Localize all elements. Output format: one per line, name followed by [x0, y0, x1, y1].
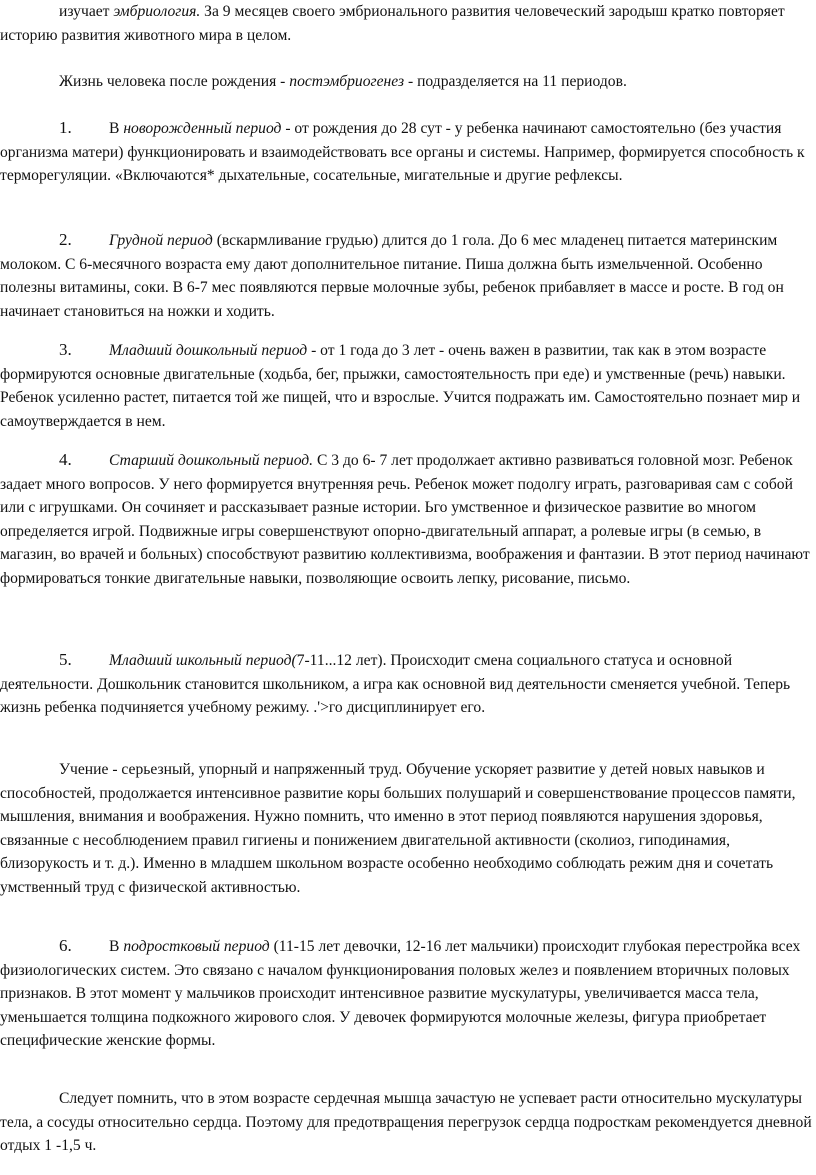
term-embryology: эмбриология.: [113, 3, 201, 20]
closing-paragraph: Следует помнить, что в этом возрасте сердечная мышца зачастую не успевает расти относительно мускулатуры тела, а сосуды относительно сердца. Поэтому для предотвращения перегрузок сердца подросткам рекомендуется дневной отдых 1 -1,5 ч.: [0, 1090, 812, 1154]
period-1-paragraph: 1. В новорожденный период - от рождения до 28 сут - у ребенка начинают самостоятельно (без участия организма матери) функционировать и взаимодействовать все органы и системы. Например, формируется способность к терморегуляции. «Включаются* дыхательные, сосательные, мигательные и другие рефлексы.: [0, 118, 805, 184]
period-3-paragraph: 3. Младший дошкольный период - от 1 года до 3 лет - очень важен в развитии, так как в этом возрасте формируются основные двигательные (ходьба, бег, прыжки, самостоятельность при еде) и умственные (речь) навыки. Ребенок усиленно растет, питается той же пищей, что и взрослые. Учится подражать им. Самостоятельно познает мир и самоутверждается в нем.: [0, 340, 801, 430]
term-postembryogenesis: постэмбриогенез: [289, 73, 405, 90]
period-4-paragraph: 4. Старший дошкольный период. С 3 до 6- 7 лет продолжает активно развиваться головной мозг. Ребенок задает много вопросов. У него формируется внутренняя речь. Ребенок может подолгу играть, разговаривая сам с собой или с игрушками. Он сочиняет и рассказывает разные истории. Ьго умственное и физическое развитие во многом определяется игрой. Подвижные игры совершенствуют опорно-двигательный аппарат, а ролевые игры (в семью, в магазин, во врачей и больных) способствуют развитию коллективизма, воображения и фантазии. В этот период начинают формироваться тонкие двигательные навыки, позволяющие освоить лепку, рисование, письмо.: [0, 450, 810, 587]
period-title: подростковый период: [123, 938, 270, 955]
period-number: 1.: [59, 118, 72, 137]
period-title: новорожденный период: [123, 120, 282, 137]
period-title: Младший дошкольный период: [109, 342, 308, 359]
period-number: 5.: [59, 650, 72, 669]
period-title: Грудной период: [109, 232, 213, 249]
study-paragraph: Учение - серьезный, упорный и напряженный труд. Обучение ускоряет развитие у детей новых навыков и способностей, продолжается интенсивное развитие коры больших полушарий и совершенствование процессов памяти, мышления, внимания и воображения. Нужно помнить, что именно в этот период появляются нарушения здоровья, связанные с несоблюдением правил гигиены и понижением двигательной активности (сколиоз, гиподинамия, близорукость и т. д.). Именно в младшем школьном возрасте особенно необходимо соблюдать режим дня и сочетать умственный труд с физической активностью.: [0, 761, 796, 896]
period-title: Младший школьный период(: [109, 652, 297, 669]
period-number: 6.: [59, 936, 72, 955]
period-number: 4.: [59, 450, 72, 469]
postembryogenesis-paragraph: Жизнь человека после рождения - постэмбриогенез - подразделяется на 11 периодов.: [59, 73, 627, 90]
period-6-paragraph: 6. В подростковый период (11-15 лет девочки, 12-16 лет мальчики) происходит глубокая перестройка всех физиологических систем. Это связано с началом функционирования половых желез и появлением вторичных половых признаков. В этот момент у мальчиков происходит интенсивное развитие мускулатуры, увеличивается масса тела, уменьшается толщина подкожного жирового слоя. У девочек формируются молочные железы, фигура приобретает специфические женские формы.: [0, 936, 801, 1049]
period-2-paragraph: 2. Грудной период (вскармливание грудью) длится до 1 гола. До 6 мес младенец питается материнским молоком. С 6-месячного возраста ему дают дополнительное питание. Пиша должна быть измельченной. Особенно полезны витамины, соки. В 6-7 мес появляются первые молочные зубы, ребенок прибавляет в массе и росте. В год он начинает становиться на ножки и ходить.: [0, 230, 784, 320]
intro-paragraph: изучает эмбриология. За 9 месяцев своего эмбрионального развития человеческий зародыш кратко повторяет историю развития животного мира в целом.: [0, 3, 785, 44]
period-5-paragraph: 5. Младший школьный период(7-11...12 лет). Происходит смена социального статуса и основной деятельности. Дошкольник становится школьником, а игра как основной вид деятельности сменяется учебной. Теперь жизнь ребенка подчиняется учебному режиму. .'>го дисциплинирует его.: [0, 650, 791, 716]
period-title: Старший дошкольный период.: [109, 452, 314, 469]
period-number: 3.: [59, 340, 72, 359]
period-number: 2.: [59, 230, 72, 249]
